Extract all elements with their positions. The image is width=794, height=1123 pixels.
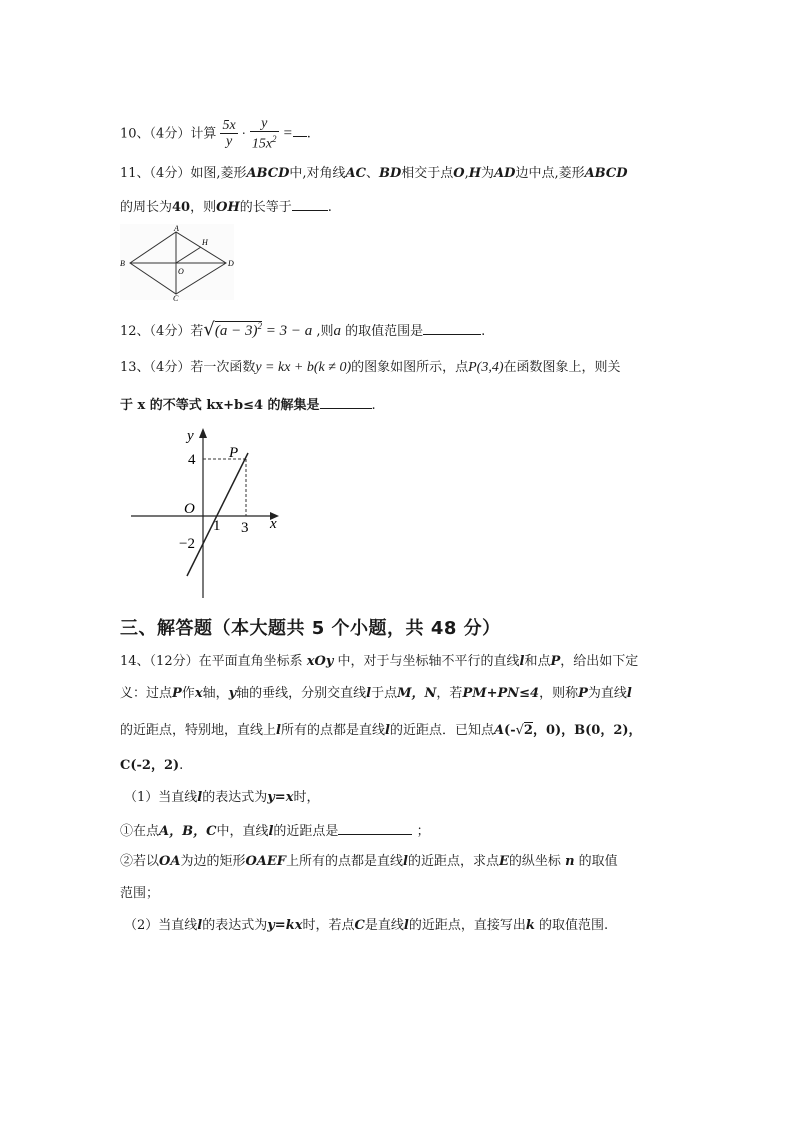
question-13-line-2: 于 x 的不等式 kx+b≤4 的解集是 . bbox=[120, 394, 376, 416]
section-3-heading: 三、解答题（本大题共 5 个小题，共 48 分） bbox=[120, 618, 501, 639]
question-14-subpart-1: ①在点A，B，C中，直线l的近距点是 ； bbox=[120, 820, 430, 842]
label-tick-1: 1 bbox=[213, 518, 221, 534]
sqrt-2-radicand: 2 bbox=[523, 723, 533, 738]
q12-sqrt-symbol: √ bbox=[203, 319, 215, 340]
question-12: 12、（4分）若$√(a - 3)^2 = 3 - a$ ,则a 的取值范围是 . bbox=[120, 319, 486, 340]
question-14-part-2: （2）当直线l的表达式为y=kx时，若点C是直线l的近距点，直接写出k 的取值范围. bbox=[124, 918, 609, 933]
label-h: H bbox=[202, 238, 208, 247]
label-o: O bbox=[178, 267, 184, 276]
sqrt-symbol: √ bbox=[515, 723, 524, 738]
question-14-line-4: C(-2，2). bbox=[120, 758, 184, 773]
q12-sqrt-radicand: $(a - 3)^2$ bbox=[214, 321, 262, 339]
q10-fraction-2: $\frac{y}{15x^2}$ bbox=[251, 116, 277, 152]
q13-answer-blank bbox=[320, 394, 372, 409]
question-10: 10、（4分）计算 $\frac{5x}{y}$ · $\frac{y}{15x^2}$ = . bbox=[120, 116, 311, 152]
q10-text: 计算 bbox=[190, 126, 217, 142]
question-14-line-2: 义：过点P作x轴，y轴的垂线，分别交直线l于点M，N，若PM+PN≤4，则称P为直线l bbox=[120, 686, 632, 701]
q11-answer-blank bbox=[292, 196, 328, 211]
y-axis-arrow bbox=[199, 428, 207, 438]
label-a: A bbox=[174, 224, 179, 233]
question-13-line-1: 13、（4分）若一次函数y = kx + b(k ≠ 0)的图象如图所示，点P(3,4)在函数图象上，则关 bbox=[120, 360, 621, 375]
q13-function: y = kx + b(k ≠ 0) bbox=[255, 360, 352, 375]
question-14-subpart-2-line-2: 范围； bbox=[120, 886, 160, 901]
q10-fraction-1: $\frac{5x}{y}$ bbox=[222, 118, 236, 150]
label-tick-4: 4 bbox=[188, 452, 196, 468]
question-11-line-1: 11、（4分）如图,菱形ABCD中,对角线AC、BD相交于点O,H为AD边中点,菱形ABCD bbox=[120, 166, 628, 181]
question-11-line-2: 的周长为40，则OH的长等于 . bbox=[120, 196, 332, 218]
label-point-p: P bbox=[229, 445, 239, 461]
label-tick-neg2: −2 bbox=[179, 536, 195, 552]
q13-graph-figure bbox=[125, 420, 290, 602]
q14-answer-blank bbox=[338, 820, 412, 835]
q13-point-p: P(3,4) bbox=[468, 360, 504, 375]
label-origin: O bbox=[184, 501, 195, 517]
question-14-line-3: 的近距点，特别地，直线上l所有的点都是直线l的近距点．已知点A(-√2，0)，B(0，2)， bbox=[120, 723, 642, 738]
q10-answer-blank bbox=[293, 122, 307, 137]
question-14-part-1: （1）当直线l的表达式为y=x时， bbox=[124, 790, 320, 805]
label-d: D bbox=[228, 259, 234, 268]
label-c: C bbox=[173, 294, 179, 302]
label-b: B bbox=[120, 259, 125, 268]
function-line bbox=[187, 453, 248, 576]
label-x-axis: x bbox=[270, 516, 277, 532]
label-tick-3: 3 bbox=[241, 520, 249, 536]
q10-score: （4分） bbox=[149, 126, 191, 142]
label-y-axis: y bbox=[187, 428, 194, 444]
q10-number: 10、 bbox=[120, 126, 150, 142]
q10-equals: = bbox=[282, 125, 293, 142]
q11-rhombus-figure bbox=[118, 222, 238, 302]
question-14-line-1: 14、（12分）在平面直角坐标系 xOy 中，对于与坐标轴不平行的直线l和点P，给出如下定 bbox=[120, 654, 639, 669]
question-14-subpart-2-line-1: ②若以OA为边的矩形OAEF上所有的点都是直线l的近距点，求点E的纵坐标 n 的取值 bbox=[120, 854, 618, 869]
q12-answer-blank bbox=[423, 320, 481, 335]
